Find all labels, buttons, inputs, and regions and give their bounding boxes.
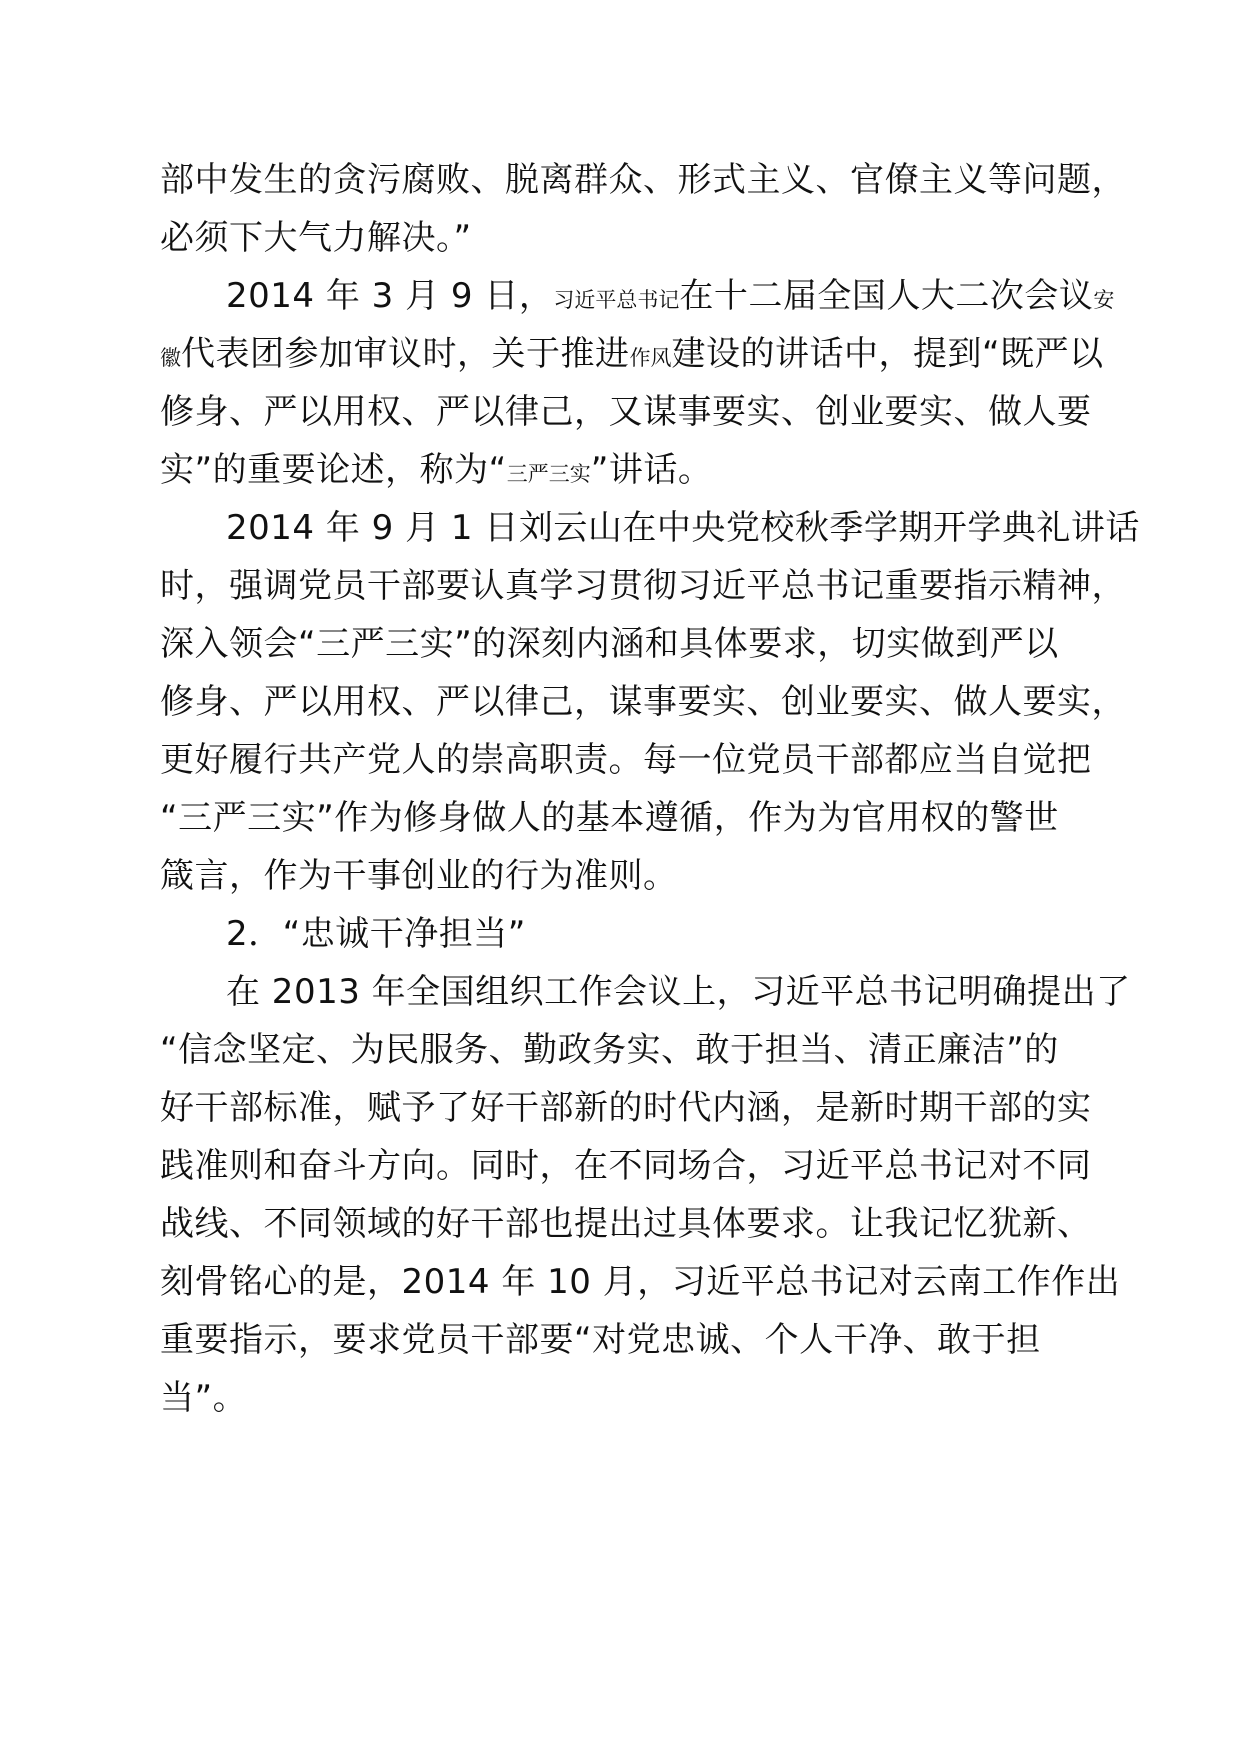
text-run: 建设的讲话中，提到“既严以 [671, 334, 1104, 374]
section-heading: 2．“忠诚干净担当” [226, 914, 526, 954]
text-line: 部中发生的贪污腐败、脱离群众、形式主义、官僚主义等问题， [160, 160, 1126, 200]
text-run: 在十二届全国人大二次会议 [679, 276, 1094, 316]
text-line: 战线、不同领域的好干部也提出过具体要求。让我记忆犹新、 [160, 1204, 1092, 1244]
text-line: 刻骨铭心的是，2014 年 10 月，习近平总书记对云南工作作出 [160, 1262, 1121, 1302]
text-run: 实”的重要论述，称为“ [160, 450, 507, 490]
text-run: 代表团参加审议时，关于推进 [181, 334, 630, 374]
text-line: 修身、严以用权、严以律己，谋事要实、创业要实、做人要实， [160, 682, 1126, 722]
text-line: 箴言，作为干事创业的行为准则。 [160, 856, 678, 896]
text-line: 好干部标准，赋予了好干部新的时代内涵，是新时期干部的实 [160, 1088, 1092, 1128]
text-run-small: 徽 [160, 346, 181, 370]
text-run: ”讲话。 [590, 450, 713, 490]
text-line: 时，强调党员干部要认真学习贯彻习近平总书记重要指示精神， [160, 566, 1126, 606]
text-line: 必须下大气力解决。” [160, 218, 472, 258]
text-line: 当”。 [160, 1378, 248, 1418]
text-line: 在 2013 年全国组织工作会议上，习近平总书记明确提出了 [226, 972, 1131, 1012]
text-line: “三严三实”作为修身做人的基本遵循，作为为官用权的警世 [160, 798, 1059, 838]
text-line [160, 450, 1120, 490]
text-run-small: 安 [1093, 288, 1115, 312]
text-line: 践准则和奋斗方向。同时，在不同场合，习近平总书记对不同 [160, 1146, 1092, 1186]
text-line [160, 334, 1120, 374]
text-line: 重要指示，要求党员干部要“对党忠诚、个人干净、敢于担 [160, 1320, 1041, 1360]
text-line: 2014 年 9 月 1 日刘云山在中央党校秋季学期开学典礼讲话 [226, 508, 1140, 548]
text-run-small: 习近平总书记 [553, 288, 680, 312]
text-run: 2014 年 3 月 9 日， [226, 276, 554, 316]
text-run-small: 作风 [629, 346, 672, 370]
text-run-small: 三严三实 [506, 462, 591, 486]
text-line: “信念坚定、为民服务、勤政务实、敢于担当、清正廉洁”的 [160, 1030, 1059, 1070]
text-line [226, 276, 1120, 316]
text-line: 深入领会“三严三实”的深刻内涵和具体要求，切实做到严以 [160, 624, 1059, 664]
text-line: 更好履行共产党人的崇高职责。每一位党员干部都应当自觉把 [160, 740, 1092, 780]
text-line: 修身、严以用权、严以律己，又谋事要实、创业要实、做人要 [160, 392, 1092, 432]
